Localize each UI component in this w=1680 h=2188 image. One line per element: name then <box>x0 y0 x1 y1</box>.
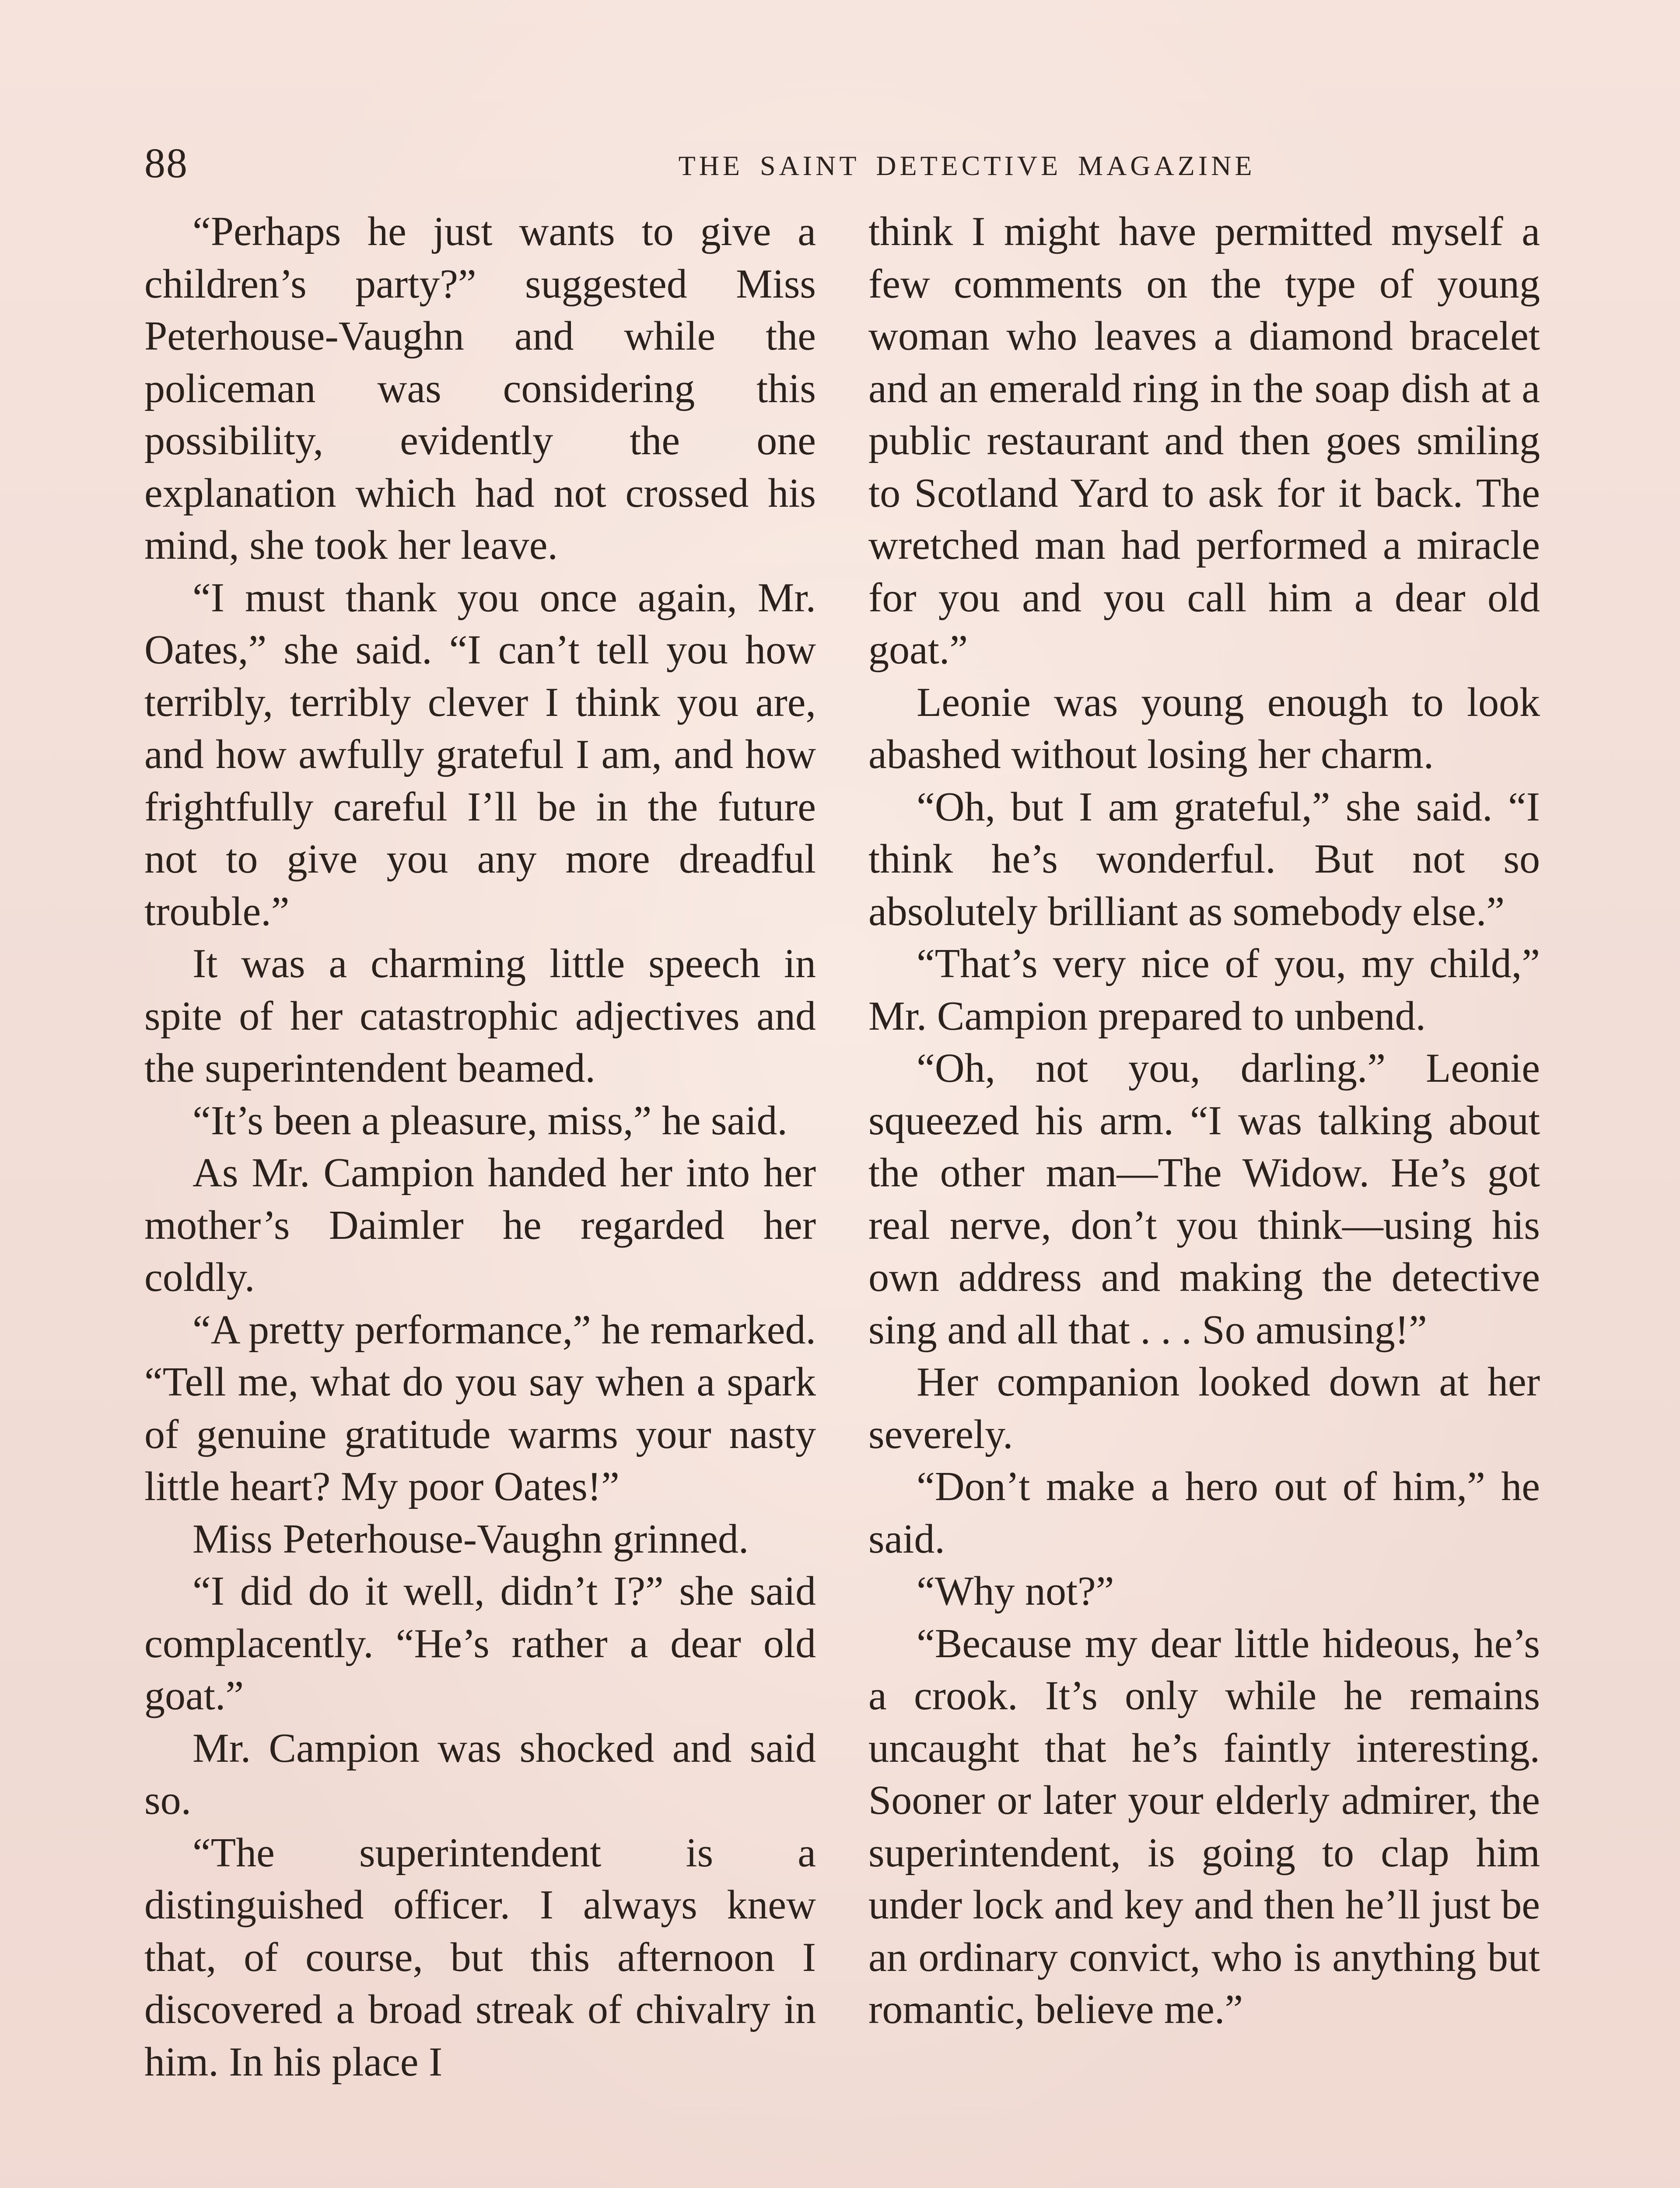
paragraph: “Why not?” <box>917 1568 1114 1614</box>
paragraph: Her companion looked down at her severely. <box>868 1359 1540 1457</box>
page-number: 88 <box>144 140 188 186</box>
paragraph: “A pretty performance,” he remarked. “Tell me, what do you say when a spark of genuine gratitude warms your nasty little heart? My poor Oates!” <box>144 1307 816 1509</box>
page-header <box>144 139 1536 187</box>
running-title: THE SAINT DETECTIVE MAGAZINE <box>678 150 1256 181</box>
paragraph: Leonie was young enough to look abashed without losing her charm. <box>868 679 1540 777</box>
paragraph: “Don’t make a hero out of him,” he said. <box>868 1464 1540 1562</box>
paragraph: “It’s been a pleasure, miss,” he said. <box>192 1098 788 1143</box>
paragraph: Miss Peterhouse-Vaughn grinned. <box>192 1516 749 1562</box>
paragraph: “I must thank you once again, Mr. Oates,” she said. “I can’t tell you how terribly, terribly clever I think you are, and how awfully grateful I am, and how frightfully careful I’ll be in the future not to give you any more dreadful trouble.” <box>144 575 816 934</box>
paragraph: “Oh, but I am grateful,” she said. “I think he’s wonderful. But not so absolutely brilliant as somebody else.” <box>868 784 1540 934</box>
paragraph: “Perhaps he just wants to give a children’s party?” suggested Miss Peterhouse-Vaughn and while the policeman was considering this possibility, evidently the one explanation which had not crossed his mind, she took her leave. <box>144 209 816 568</box>
paragraph: “The superintendent is a distinguished officer. I always knew that, of course, but this afternoon I discovered a broad streak of chivalry in him. In his place I <box>144 1830 816 2085</box>
paragraph: “Because my dear little hideous, he’s a crook. It’s only while he remains uncaught that he’s faintly interesting. Sooner or later your elderly admirer, the superintendent, is going to clap him under lock and key and then he’ll just be an ordinary convict, who is anything but romantic, believe me.” <box>868 1620 1540 2032</box>
text-column-left <box>144 206 816 2088</box>
paragraph: “That’s very nice of you, my child,” Mr. Campion prepared to unbend. <box>868 941 1540 1039</box>
paragraph: As Mr. Campion handed her into her mother’s Daimler he regarded her coldly. <box>144 1150 816 1300</box>
paragraph-continued: think I might have permitted myself a few comments on the type of young woman who leaves a diamond bracelet and an emerald ring in the soap dish at a public restaurant and then goes smiling to Scotland Yard to ask for it back. The wretched man had performed a miracle for you and you call him a dear old goat.” <box>868 209 1540 673</box>
text-column-right <box>868 206 1540 2036</box>
paragraph: “I did do it well, didn’t I?” she said complacently. “He’s rather a dear old goat.” <box>144 1568 816 1718</box>
paragraph: Mr. Campion was shocked and said so. <box>144 1725 816 1823</box>
paragraph: It was a charming little speech in spite of her catastrophic adjectives and the superintendent beamed. <box>144 941 816 1091</box>
paragraph: “Oh, not you, darling.” Leonie squeezed his arm. “I was talking about the other man—The Widow. He’s got real nerve, don’t you think—using his own address and making the detective sing and all that . . . So amusing!” <box>868 1045 1540 1353</box>
